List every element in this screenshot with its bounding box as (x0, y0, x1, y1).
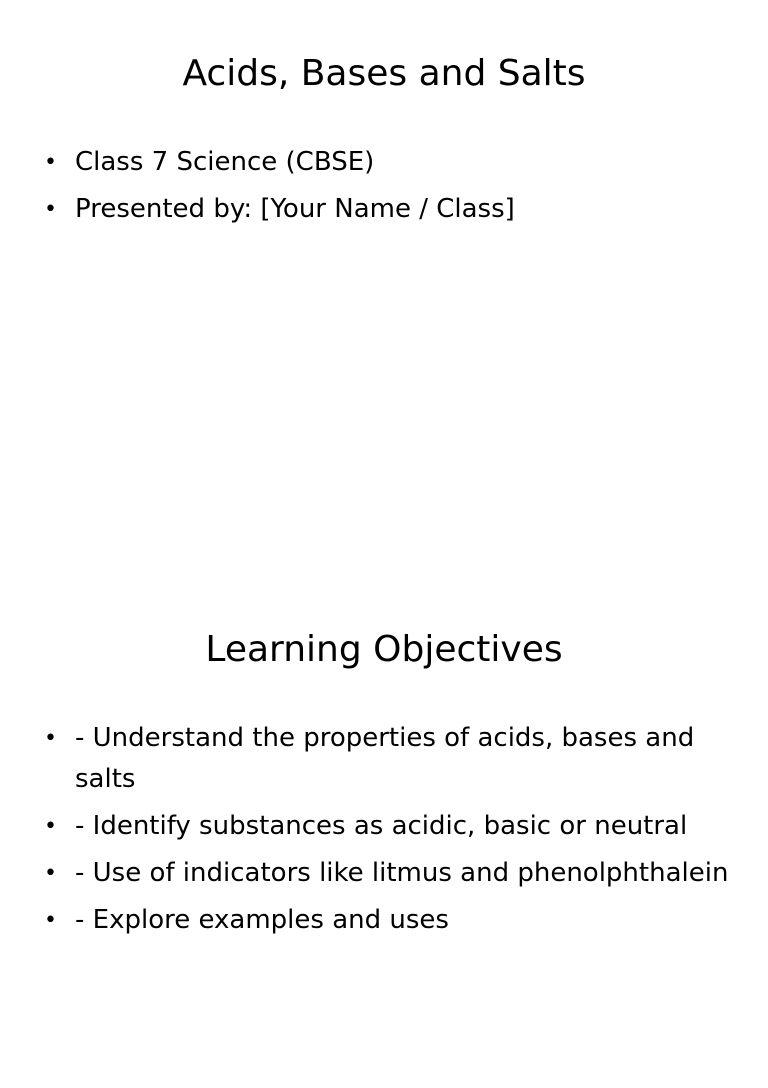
bullet-item (44, 806, 734, 847)
bullet-text: - Explore examples and uses (75, 905, 449, 935)
bullet-icon: • (44, 197, 57, 222)
slide-learning-objectives (0, 576, 768, 1088)
slide-title-slide (0, 0, 768, 512)
bullet-item (44, 142, 734, 183)
bullet-item (44, 900, 734, 941)
slide-title: Acids, Bases and Salts (182, 53, 586, 94)
bullet-icon: • (44, 150, 57, 175)
bullet-icon: • (44, 726, 57, 751)
bullet-icon: • (44, 861, 57, 886)
bullet-list (44, 142, 734, 236)
bullet-item (44, 853, 734, 894)
bullet-list (44, 718, 734, 947)
bullet-text: - Understand the properties of acids, bases and salts (75, 723, 695, 794)
bullet-text: Class 7 Science (CBSE) (75, 147, 375, 177)
bullet-text: - Identify substances as acidic, basic or neutral (75, 811, 688, 841)
bullet-icon: • (44, 908, 57, 933)
bullet-icon: • (44, 814, 57, 839)
slide-title: Learning Objectives (205, 629, 563, 670)
bullet-item (44, 718, 734, 800)
bullet-text: Presented by: [Your Name / Class] (75, 194, 515, 224)
bullet-text: - Use of indicators like litmus and phenolphthalein (75, 858, 729, 888)
bullet-item (44, 189, 734, 230)
